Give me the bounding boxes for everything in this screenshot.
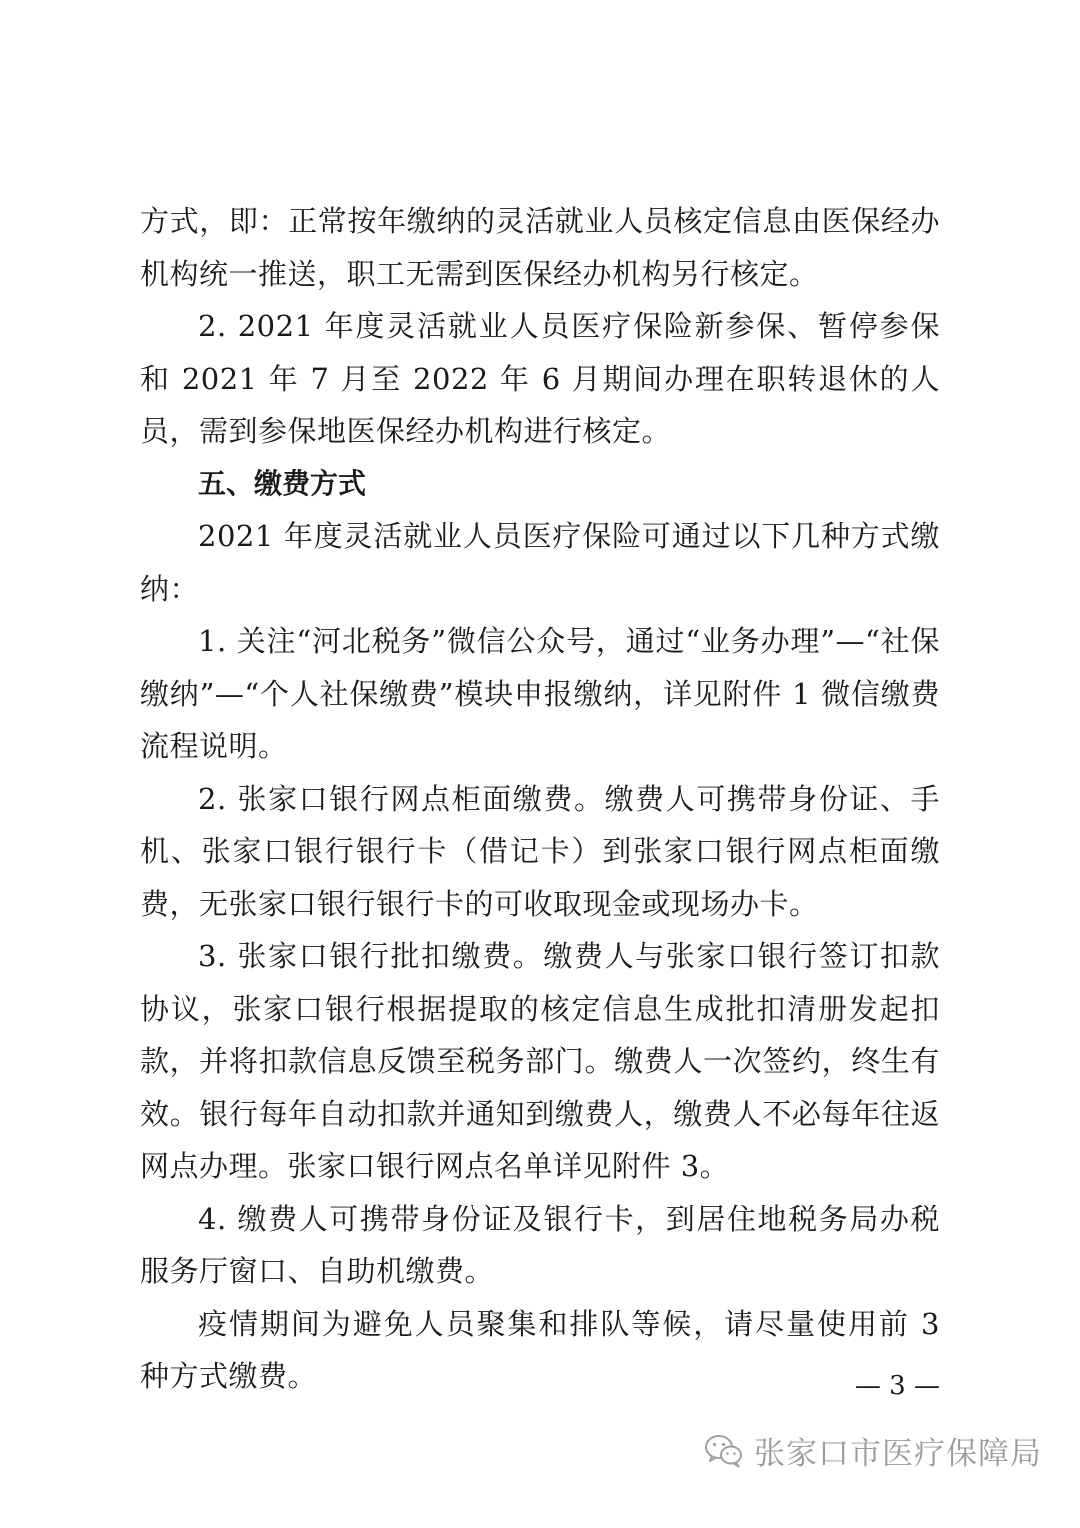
page-number: — 3 — [854,1371,940,1401]
paragraph-method-1: 1. 关注“河北税务”微信公众号，通过“业务办理”—“社保缴纳”—“个人社保缴费”模块申报缴纳，详见附件 1 微信缴费流程说明。 [140,624,940,763]
watermark-text: 张家口市医疗保障局 [754,1436,1042,1472]
watermark [704,1428,1042,1473]
paragraph-intro: 2021 年度灵活就业人员医疗保险可通过以下几种方式缴纳： [140,519,940,606]
section-heading-payment-methods: 五、缴费方式 [198,466,367,500]
wechat-icon [704,1433,744,1469]
paragraph-method-3: 3. 张家口银行批扣缴费。缴费人与张家口银行签订扣款协议，张家口银行根据提取的核定信息生成批扣清册发起扣款，并将扣款信息反馈至税务部门。缴费人一次签约，终生有效。银行每年自动扣款并通知到缴费人，缴费人不必每年往返网点办理。张家口银行网点名单详见附件 3。 [140,939,940,1183]
paragraph-method-4: 4. 缴费人可携带身份证及银行卡，到居住地税务局办税服务厅窗口、自助机缴费。 [140,1201,940,1288]
paragraph-continuation: 方式，即：正常按年缴纳的灵活就业人员核定信息由医保经办机构统一推送，职工无需到医保经办机构另行核定。 [140,204,940,291]
paragraph-epidemic-note: 疫情期间为避免人员聚集和排队等候，请尽量使用前 3 种方式缴费。 [140,1306,940,1393]
document-body [140,195,940,1403]
paragraph-item-2: 2. 2021 年度灵活就业人员医疗保险新参保、暂停参保和 2021 年 7 月至 2022 年 6 月期间办理在职转退休的人员，需到参保地医保经办机构进行核定。 [140,309,940,448]
paragraph-method-2: 2. 张家口银行网点柜面缴费。缴费人可携带身份证、手机、张家口银行银行卡（借记卡）到张家口银行网点柜面缴费，无张家口银行银行卡的可收取现金或现场办卡。 [140,781,940,921]
